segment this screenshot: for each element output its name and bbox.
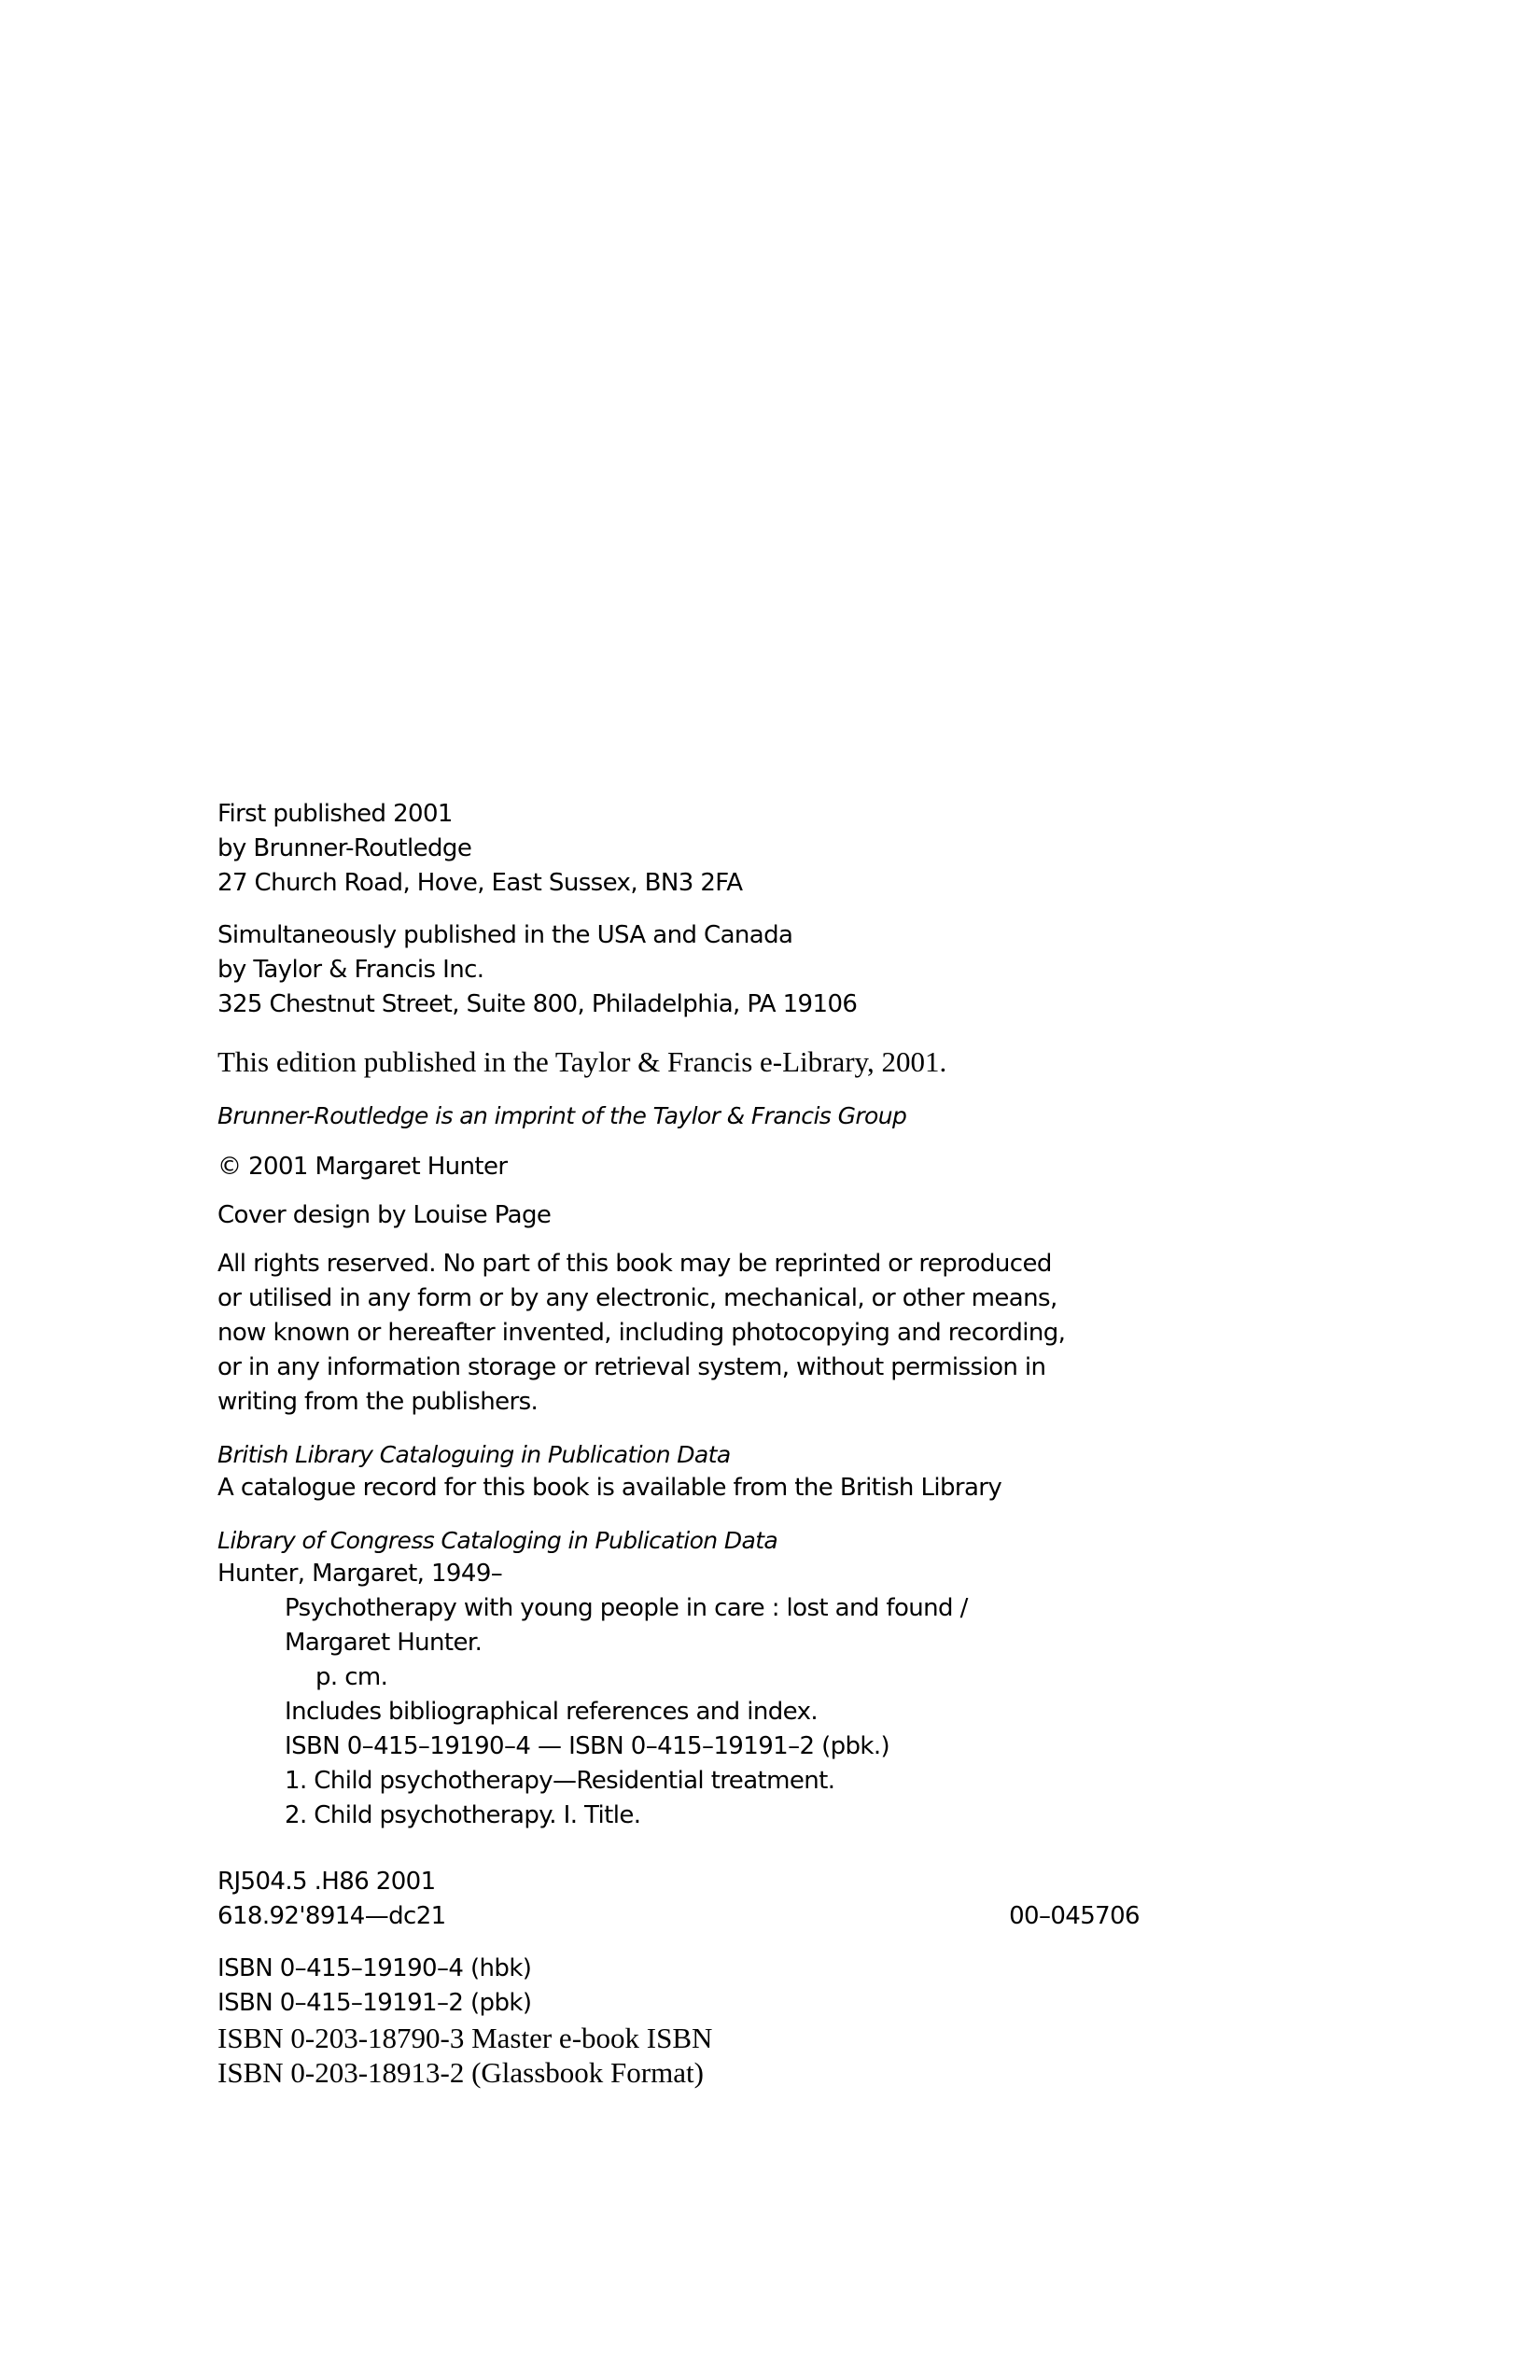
rights-line: or utilised in any form or by any electronic, mechanical, or other means, — [217, 1284, 1057, 1312]
loc-title-line: Psychotherapy with young people in care : lost and found / — [285, 1594, 968, 1622]
loc-heading: Library of Congress Cataloging in Publication Data — [217, 1527, 778, 1554]
publisher: by Brunner-Routledge — [217, 834, 472, 862]
rights-line: or in any information storage or retrieval system, without permission in — [217, 1353, 1046, 1381]
cover-design-credit: Cover design by Louise Page — [217, 1201, 552, 1229]
imprint-note: Brunner-Routledge is an imprint of the Taylor & Francis Group — [217, 1102, 907, 1129]
loc-subject: 1. Child psychotherapy—Residential treatment. — [285, 1767, 835, 1795]
british-library-text: A catalogue record for this book is available from the British Library — [217, 1474, 1002, 1502]
loc-pages: p. cm. — [315, 1663, 388, 1691]
loc-note: ISBN 0–415–19190–4 — ISBN 0–415–19191–2 (pbk.) — [285, 1732, 890, 1760]
copyright-notice: © 2001 Margaret Hunter — [217, 1153, 508, 1181]
simultaneous-publication: Simultaneously published in the USA and Canada — [217, 921, 793, 949]
ebook-edition-note: This edition published in the Taylor & Francis e-Library, 2001. — [217, 1045, 947, 1078]
isbn-ebook-master: ISBN 0-203-18790-3 Master e-book ISBN — [217, 2022, 713, 2054]
loc-subject: 2. Child psychotherapy. I. Title. — [285, 1801, 641, 1829]
isbn-ebook-glassbook: ISBN 0-203-18913-2 (Glassbook Format) — [217, 2056, 704, 2089]
loc-note: Includes bibliographical references and index. — [285, 1698, 819, 1726]
british-library-heading: British Library Cataloguing in Publication Data — [217, 1441, 731, 1468]
us-publisher-address: 325 Chestnut Street, Suite 800, Philadelphia, PA 19106 — [217, 990, 858, 1018]
rights-line: All rights reserved. No part of this book may be reprinted or reproduced — [217, 1250, 1052, 1278]
loc-call-number: RJ504.5 .H86 2001 — [217, 1868, 436, 1896]
loc-author: Hunter, Margaret, 1949– — [217, 1560, 503, 1588]
first-published: First published 2001 — [217, 800, 453, 828]
loc-title-line: Margaret Hunter. — [285, 1629, 483, 1657]
loc-lccn: 00–045706 — [1009, 1902, 1140, 1930]
loc-dewey: 618.92'8914—dc21 — [217, 1902, 446, 1930]
publisher-address: 27 Church Road, Hove, East Sussex, BN3 2FA — [217, 869, 743, 897]
us-publisher: by Taylor & Francis Inc. — [217, 956, 484, 984]
isbn-hardback: ISBN 0–415–19190–4 (hbk) — [217, 1954, 532, 1982]
isbn-paperback: ISBN 0–415–19191–2 (pbk) — [217, 1989, 532, 2017]
rights-line: now known or hereafter invented, including photocopying and recording, — [217, 1319, 1066, 1347]
rights-line: writing from the publishers. — [217, 1388, 539, 1416]
